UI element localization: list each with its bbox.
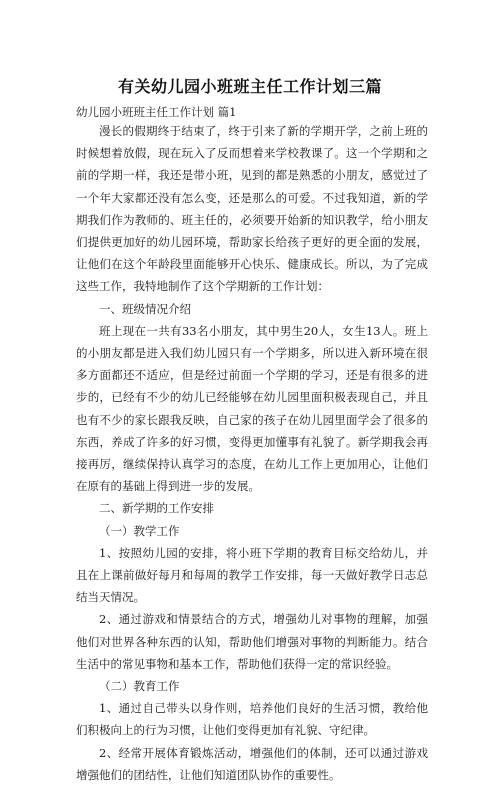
paragraph-teaching-1: 1、按照幼儿园的安排，将小班下学期的教育目标交给幼儿，并且在上课前做好每月和每周的教学工作安排，每一天做好教学日志总结当天情况。 xyxy=(76,545,428,605)
heading-class-situation: 一、班级情况介绍 xyxy=(99,301,191,316)
document-title: 有关幼儿园小班班主任工作计划三篇 xyxy=(117,77,382,96)
paragraph-class-situation: 班上现在一共有33名小朋友，其中男生20人，女生13人。班上的小朋友都是进入我们幼儿园只有一个学期多，所以进入新环境在很多方面都还不适应，但是经过前面一个学期的学习，还是有很多的进步的，已经有不少的幼儿已经能够在幼儿园里面积极表现自己，并且也有不少的家长跟我反映，自己家的孩子在幼儿园里面学会了很多的东西，养成了许多的好习惯，变得更加懂事有礼貌了。新学期我会再接再厉，继续保持认真学习的态度，在幼儿工作上更加用心，让他们在原有的基础上得到进一步的发展。 xyxy=(76,323,428,494)
subheading-teaching-work: （一）教学工作 xyxy=(99,523,180,538)
heading-work-arrangement: 二、新学期的工作安排 xyxy=(99,501,214,516)
paragraph-education-2: 2、经常开展体育锻炼活动，增强他们的体制，还可以通过游戏增强他们的团结性，让他们知道团队协作的重要性。 xyxy=(76,745,428,782)
subheading-education-work: （二）教育工作 xyxy=(99,679,180,694)
paragraph-intro: 漫长的假期终于结束了，终于引来了新的学期开学，之前上班的时候想着放假，现在玩入了反而想着来学校教课了。这一个学期和之前的学期一样，我还是带小班，见到的都是熟悉的小朋友，感觉过了一个年大家都还没有怎么变，还是那么的可爱。不过我知道，新的学期我们作为教师的、班主任的，必须要开始新的知识教学，给小朋友们提供更加好的幼儿园环境，帮助家长给孩子更好的更全面的发展，让他们在这个年龄段里面能够开心快乐、健康成长。所以，为了完成这些工作，我特地制作了这个学期新的工作计划： xyxy=(76,124,428,294)
paragraph-education-1: 1、通过自己带头以身作则，培养他们良好的生活习惯，教给他们积极向上的行为习惯，让他们变得更加有礼貌、守纪律。 xyxy=(76,701,428,738)
document-body xyxy=(76,120,428,786)
paragraph-teaching-2: 2、通过游戏和情景结合的方式，增强幼儿对事物的理解，加强他们对世界各种东西的认知，帮助他们增强对事物的判断能力。结合生活中的常见事物和基本工作，帮助他们获得一定的常识经验。 xyxy=(76,612,428,671)
document-subtitle: 幼儿园小班班主任工作计划 篇1 xyxy=(76,105,237,119)
